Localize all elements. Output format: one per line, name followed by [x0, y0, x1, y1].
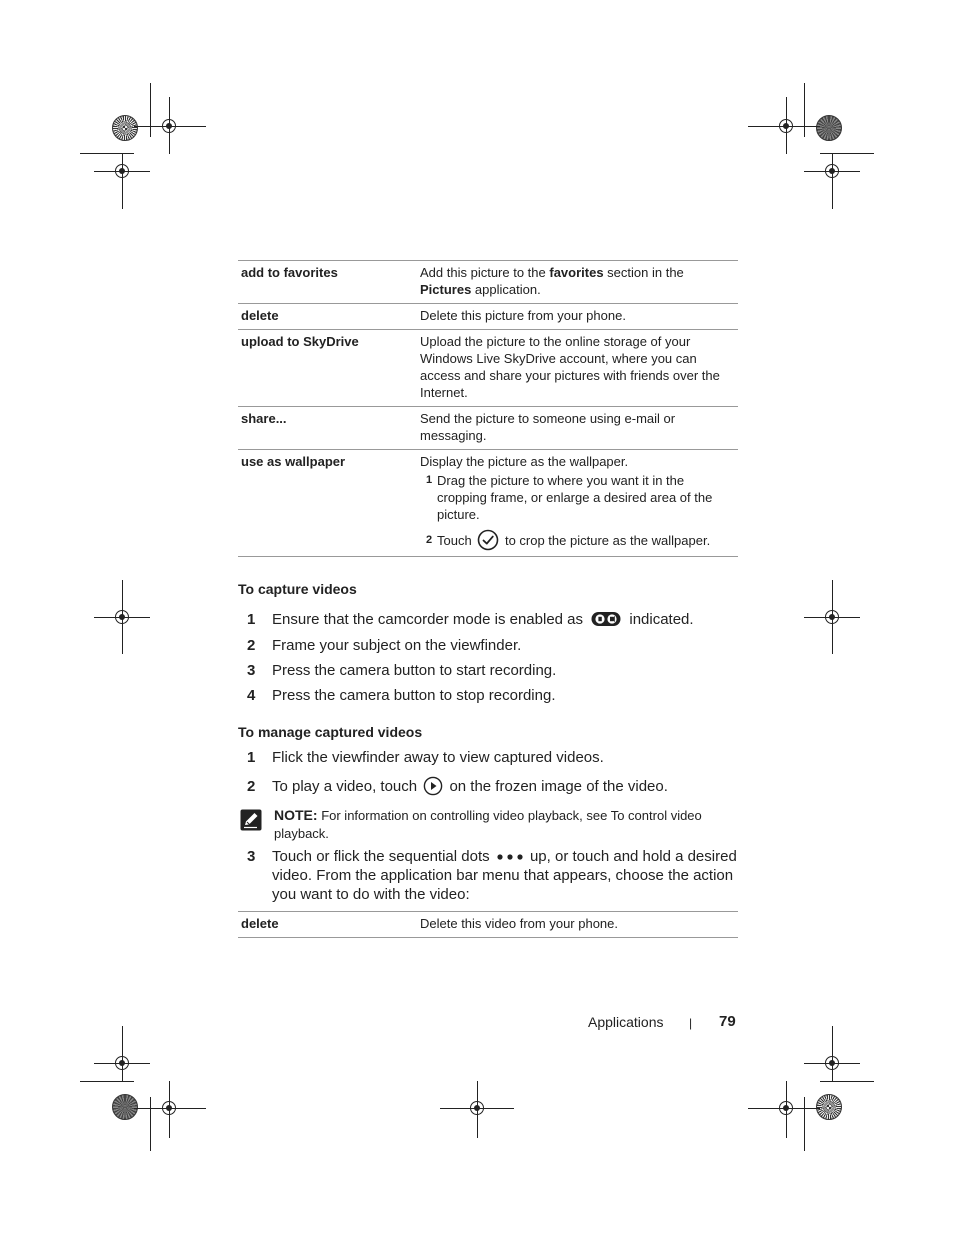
table-row — [238, 407, 738, 450]
check-circle-icon — [477, 529, 499, 551]
registration-wheel — [816, 1094, 842, 1120]
option-name: delete — [238, 304, 417, 330]
list-item: 3 Press the camera button to start recording. — [247, 662, 557, 679]
registration-wheel — [816, 115, 842, 141]
table-row — [238, 261, 738, 304]
picture-options-table — [238, 260, 738, 557]
list-item: 1 Flick the viewfinder away to view captured videos. — [247, 749, 604, 766]
three-dots-icon — [496, 852, 524, 862]
table-row — [238, 330, 738, 407]
footer-section: Applications — [588, 1014, 664, 1030]
registration-target — [115, 1056, 129, 1070]
play-circle-icon — [423, 776, 443, 796]
option-description: Display the picture as the wallpaper. 1 Drag the picture to where you want it in the cropping frame, or enlarge a desired area of the picture. 2 Touch to crop the picture as the wallpaper. — [417, 450, 738, 557]
section-heading: To manage captured videos — [238, 724, 423, 740]
registration-wheel — [112, 1094, 138, 1120]
list-item: 4 Press the camera button to stop recording. — [247, 687, 556, 704]
list-item: 2 Frame your subject on the viewfinder. — [247, 637, 522, 654]
option-description: Send the picture to someone using e-mail or messaging. — [417, 407, 738, 450]
camcorder-mode-icon — [591, 611, 621, 627]
option-name: delete — [238, 912, 417, 938]
option-name: upload to SkyDrive — [238, 330, 417, 407]
table-row — [238, 450, 738, 557]
registration-target — [115, 164, 129, 178]
option-description: Add this picture to the favorites section in the Pictures application. — [417, 261, 738, 304]
video-options-table — [238, 911, 738, 938]
option-description: Upload the picture to the online storage of your Windows Live SkyDrive account, where you can access and share your pictures with friends over the Internet. — [417, 330, 738, 407]
list-item: 2 To play a video, touch on the frozen image of the video. — [247, 778, 668, 795]
option-name: share... — [238, 407, 417, 450]
note-pencil-icon — [240, 809, 262, 831]
registration-target — [470, 1101, 484, 1115]
registration-target — [162, 119, 176, 133]
registration-target — [825, 164, 839, 178]
page-number: 79 — [719, 1013, 736, 1030]
registration-target — [825, 1056, 839, 1070]
note-text: For information on controlling video playback, see To control video playback. — [274, 808, 702, 841]
list-item: 1 Ensure that the camcorder mode is enabled as indicated. — [247, 611, 694, 628]
registration-target — [162, 1101, 176, 1115]
option-description: Delete this video from your phone. — [417, 912, 738, 938]
table-row — [238, 912, 738, 938]
option-name: add to favorites — [238, 261, 417, 304]
substep: 1 Drag the picture to where you want it in the cropping frame, or enlarge a desired area of the picture. — [426, 473, 713, 522]
registration-target — [779, 1101, 793, 1115]
footer-separator: | — [689, 1016, 693, 1030]
substep: 2 Touch to crop the picture as the wallpaper. — [426, 532, 735, 551]
registration-target — [115, 610, 129, 624]
registration-target — [825, 610, 839, 624]
note-label: NOTE: — [274, 807, 318, 823]
table-row — [238, 304, 738, 330]
section-heading: To capture videos — [238, 581, 357, 597]
list-item: 3 Touch or flick the sequential dots up, or touch and hold a desired video. From the application bar menu that appears, choose the action you want to do with the video: — [247, 848, 737, 903]
registration-wheel — [112, 115, 138, 141]
option-name: use as wallpaper — [238, 450, 417, 557]
option-description: Delete this picture from your phone. — [417, 304, 738, 330]
registration-target — [779, 119, 793, 133]
